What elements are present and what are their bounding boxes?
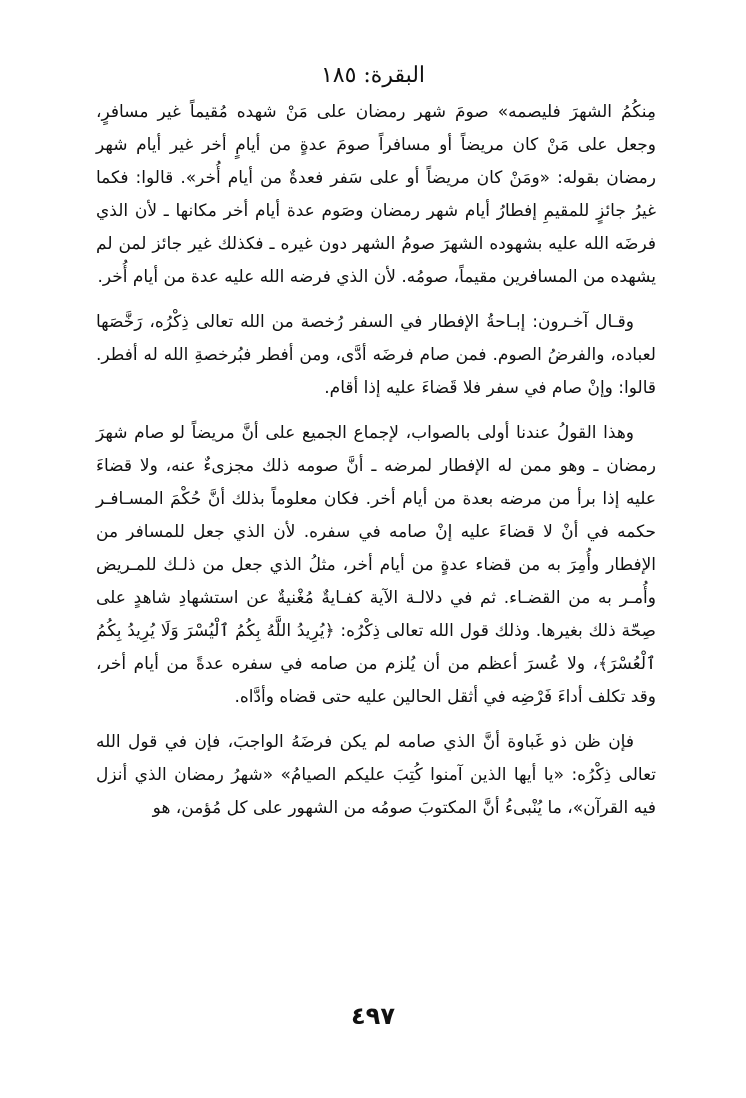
paragraph-3: وهذا القولُ عندنا أولى بالصواب، لإجماع الجميع على أنَّ مريضاً لو صام شهرَ رمضان ـ وهو ممن له الإفطار لمرضه ـ أنَّ صومه ذلك مجزىءٌ عنه، ولا قضاءَ عليه إذا برأ من مرضه بعدة من أيام أخر. فكان معلوماً بذلك أنَّ حُكْمَ المسـافـر حكمه في أنْ لا قضاءَ عليه إنْ صامه في سفره. لأن الذي جعل للمسافر من الإفطار وأُمِرَ به من قضاء عدةٍ من أيام أخر، مثلُ الذي جعل من ذلـك للمـريض وأُمـر به من القضـاء. ثم في دلالـة الآية كفـايةٌ مُغْنيةٌ عن استشهادِ شاهدٍ على صِحّة ذلك بغيرها. وذلك قول الله تعالى ذِكْرُه: ﴿يُرِيدُ اللَّهُ بِكُمُ ٱلْيُسْرَ وَلَا يُرِيدُ بِكُمُ ٱلْعُسْرَ﴾، ولا عُسرَ أعظم من أن يُلزم من صامه في سفره عدةً من أيام أخر، وقد تكلف أداءَ فَرْضِه في أثقل الحالين عليه حتى قضاه وأدَّاه. <box>96 423 656 707</box>
page-body-text <box>96 96 656 825</box>
paragraph-1: مِنكُمُ الشهرَ فليصمه» صومَ شهر رمضان على مَنْ شهده مُقيماً غير مسافرٍ، وجعل على مَنْ كان مريضاً أو مسافراً صومَ عدةٍ من أيامٍ أخر غير أيام شهر رمضان بقوله: «ومَنْ كان مريضاً أو على سَفر فعدةٌ من أيام أُخر». قالوا: فكما غيرُ جائزٍ للمقيمِ إفطارُ أيام شهر رمضان وصَوم عدة أيام أخر مكانها ـ لأن الذي فرضَه الله عليه بشهوده الشهرَ صومُ الشهر دون غيره ـ فكذلك غير جائز لمن لم يشهده من المسافرين مقيماً، صومُه. لأن الذي فرضه الله عليه عدة من أيام أُخر. <box>96 102 656 287</box>
paragraph-4: فإن ظن ذو غَباوة أنَّ الذي صامه لم يكن فرضَهُ الواجبَ، فإن في قول الله تعالى ذِكْرُه: «يا أيها الذين آمنوا كُتِبَ عليكم الصيامُ» «شهرُ رمضان الذي أنزل فيه القرآن»، ما يُنْبىءُ أنَّ المكتوبَ صومُه من الشهور على كل مُؤمن، هو <box>96 732 656 818</box>
page-number: ٤٩٧ <box>351 1002 395 1030</box>
paragraph-2: وقـال آخـرون: إبـاحةُ الإفطار في السفر رُخصة من الله تعالى ذِكْرُه، رَخَّصَها لعباده، والفرضُ الصوم. فمن صام فرضَه أدَّى، ومن أفطر فبُرخصةِ الله له أفطر. قالوا: وإنْ صام في سفر فلا قَضاءَ عليه إذا أقام. <box>96 312 656 398</box>
verse-reference-header: البقرة: ١٨٥ <box>320 63 426 88</box>
